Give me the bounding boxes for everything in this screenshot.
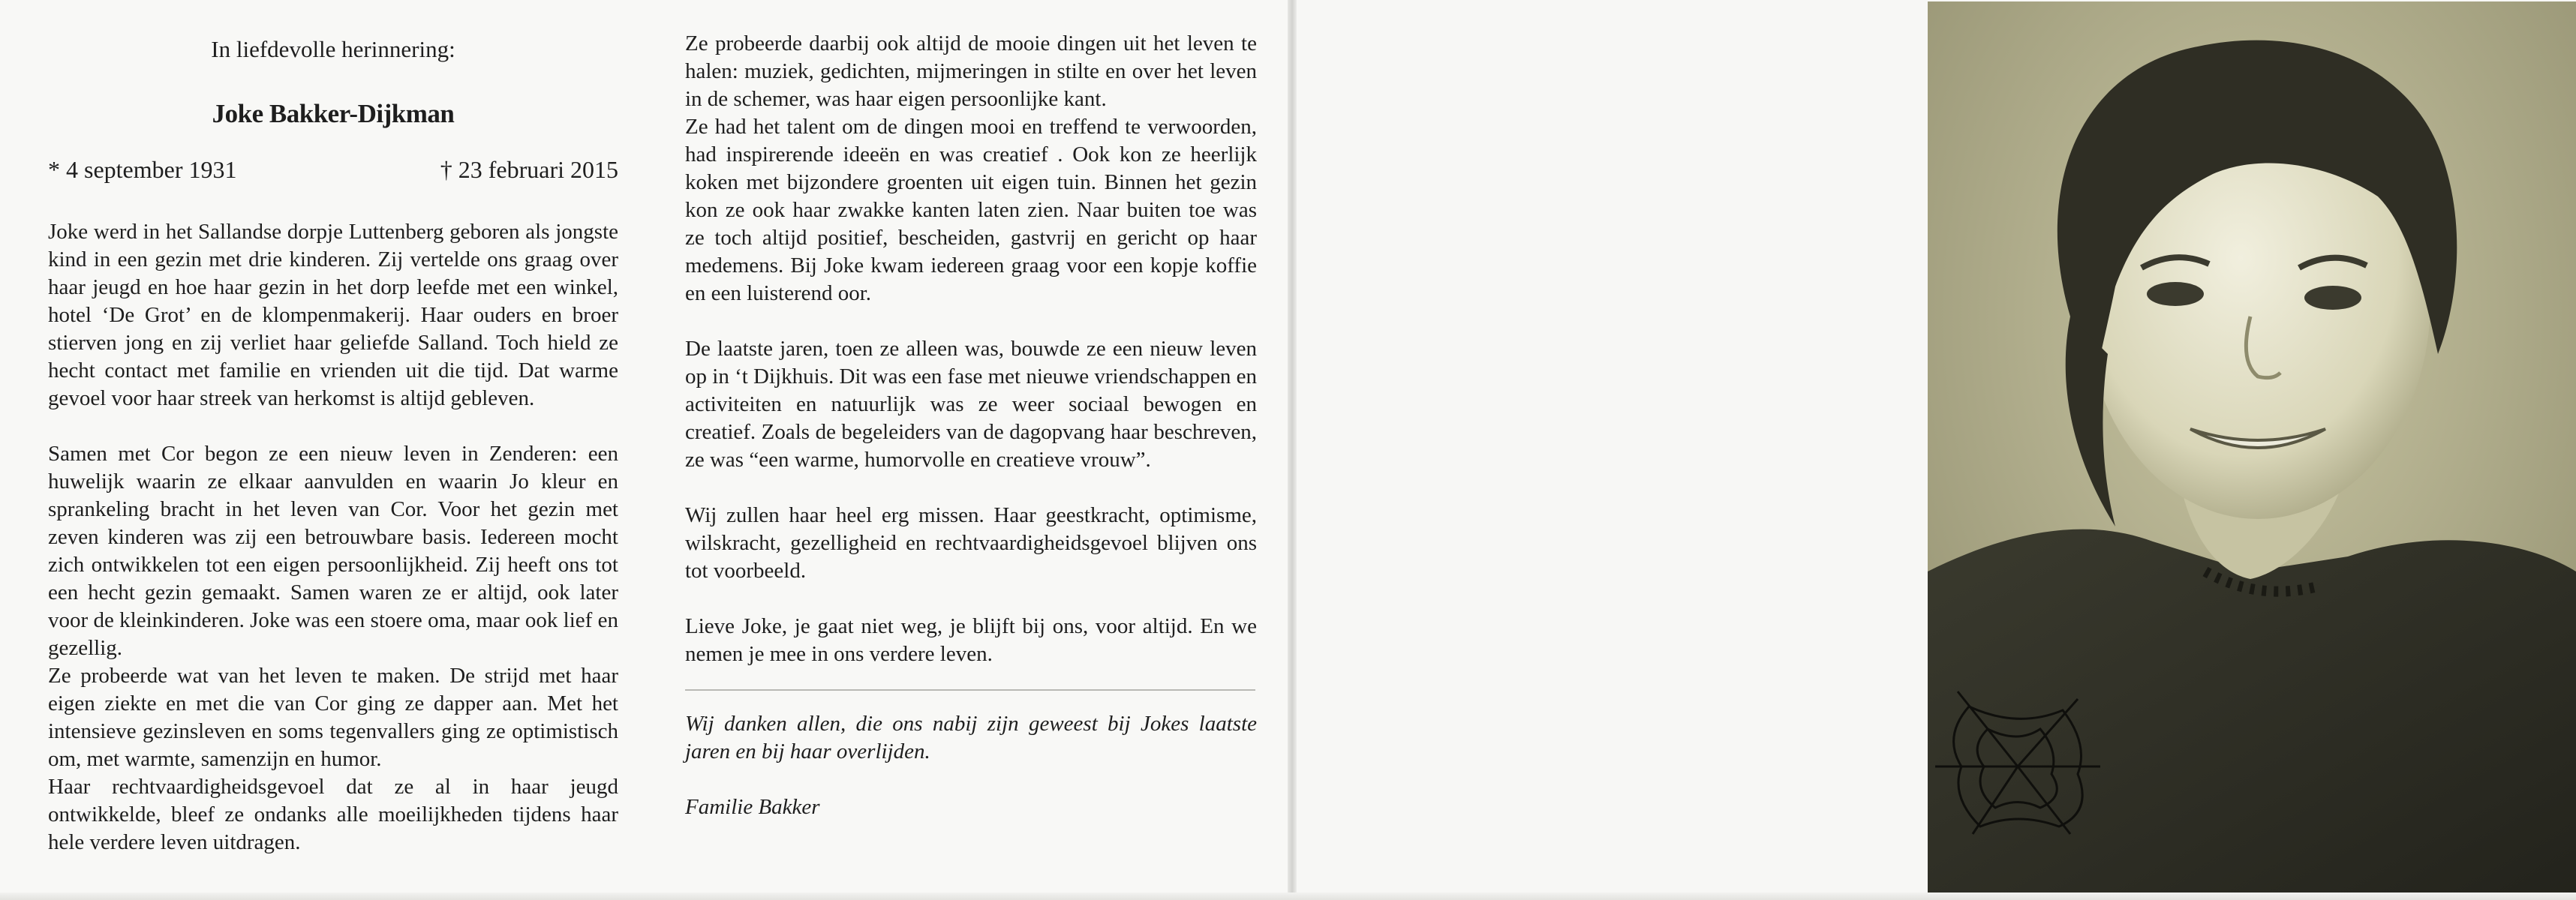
paragraph: Wij zullen haar heel erg missen. Haar geestkracht, optimisme, wilskracht, gezelligheid en rechtvaardigheidsgevoel blijven ons tot voorbeeld. bbox=[685, 503, 1257, 583]
paragraph: Ze probeerde daarbij ook altijd de mooie dingen uit het leven te halen: muziek, gedichten, mijmeringen in stilte en over het leven in de schemer, was haar eigen persoonlijke kant. bbox=[685, 32, 1257, 111]
paragraph: Haar rechtvaardigheidsgevoel dat ze al in haar jeugd ontwikkelde, bleef ze ondanks alle moeilijkheden tijdens haar hele verdere leven uitdragen. bbox=[48, 775, 618, 855]
card-fold bbox=[1288, 0, 1297, 900]
life-dates bbox=[48, 156, 618, 184]
text-column-left bbox=[48, 30, 618, 856]
portrait-photo-icon bbox=[1928, 2, 2576, 900]
portrait-photo-icon bbox=[1928, 2, 2576, 900]
death-date: † 23 februari 2015 bbox=[440, 156, 618, 184]
card-bottom-edge bbox=[0, 892, 2576, 900]
text-column-right bbox=[685, 30, 1257, 821]
paragraph: Ze probeerde wat van het leven te maken. De strijd met haar eigen ziekte en met die van Cor ging ze dapper aan. Met het intensieve gezinsleven en soms tegenvallers ging ze optimistisch om, met warmte, samenzijn en humor. bbox=[48, 664, 618, 772]
thanks-note: Wij danken allen, die ons nabij zijn geweest bij Jokes laatste jaren en bij haar overlijden. bbox=[685, 712, 1257, 764]
birth-date: * 4 september 1931 bbox=[48, 156, 237, 184]
paragraph: Samen met Cor begon ze een nieuw leven in Zenderen: een huwelijk waarin ze elkaar aanvulden en waarin Jo kleur en sprankeling bracht in het leven van Cor. Voor het gezin met zeven kinderen was zij een betrouwbare basis. Iedereen mocht zich ontwikkelen tot een eigen persoonlijkheid. Zij heeft ons tot een hecht gezin gemaakt. Samen waren ze er altijd, ook later voor de kleinkinderen. Joke was een stoere oma, maar ook lief en gezellig. bbox=[48, 442, 618, 661]
deceased-name: Joke Bakker-Dijkman bbox=[212, 99, 455, 129]
paragraph: Joke werd in het Sallandse dorpje Luttenberg geboren als jongste kind in een gezin met drie kinderen. Zij vertelde ons graag over haar jeugd en hoe haar gezin in het dorp leefde met een winkel, hotel ‘De Grot’ en de klompenmakerij. Haar ouders en broer stierven jong en zij verliet haar geliefde Salland. Toch hield ze hecht contact met familie en vrienden uit die tijd. Dat warme gevoel voor haar streek van herkomst is altijd gebleven. bbox=[48, 220, 618, 411]
signature: Familie Bakker bbox=[685, 795, 820, 819]
paragraph: De laatste jaren, toen ze alleen was, bouwde ze een nieuw leven op in ‘t Dijkhuis. Dit was een fase met nieuwe vriendschappen en activiteiten en natuurlijk was ze weer sociaal bewogen en creatief. Zoals de begeleiders van de dagopvang haar beschreven, ze was “een warme, humorvolle en creatieve vrouw”. bbox=[685, 337, 1257, 472]
divider bbox=[685, 689, 1255, 691]
paragraph: Ze had het talent om de dingen mooi en treffend te verwoorden, had inspirerende ideeën en was creatief . Ook kon ze heerlijk koken met bijzondere groenten uit eigen tuin. Binnen het gezin kon ze ook haar zwakke kanten laten zien. Naar buiten toe was ze toch altijd positief, bescheiden, gastvrij en gericht op haar medemens. Bij Joke kwam iedereen graag voor een kopje koffie en een luisterend oor. bbox=[685, 115, 1257, 305]
paragraph: Lieve Joke, je gaat niet weg, je blijft bij ons, voor altijd. En we nemen je mee in ons verdere leven. bbox=[685, 614, 1257, 666]
card-heading: In liefdevolle herinnering: bbox=[211, 36, 455, 62]
